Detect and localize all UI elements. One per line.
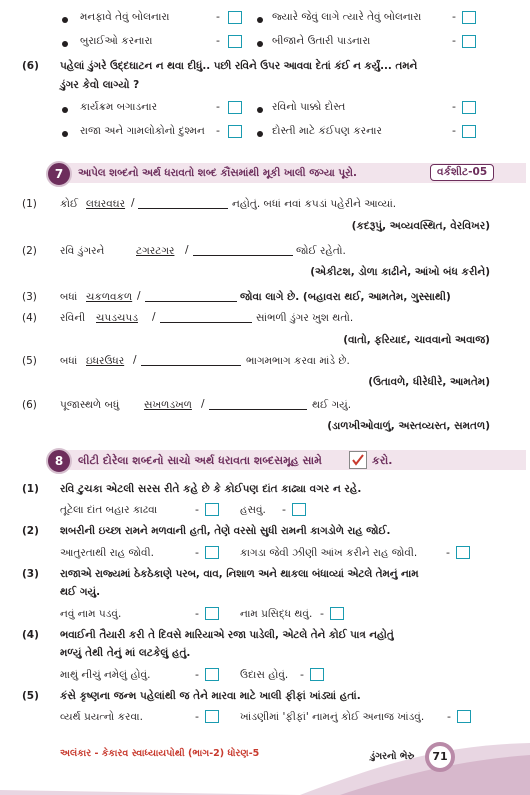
item-post: નહોતું. બધાં નવાં કપડાં પહેરીને આવ્યાં. bbox=[232, 198, 397, 210]
item-options: (એકીટશ, ડોળા કાઢીને, આંખો બંધ કરીને) bbox=[310, 266, 490, 278]
bullet bbox=[257, 131, 263, 137]
item-number: (4) bbox=[22, 312, 37, 324]
fill-blank[interactable] bbox=[209, 409, 307, 410]
dash: - bbox=[216, 34, 220, 47]
worksheet-tag: વર્કશીટ-05 bbox=[430, 164, 494, 181]
item-number: (6) bbox=[22, 399, 37, 411]
dash: - bbox=[300, 668, 304, 681]
item-post: સાંભળી ડુંગર ખુશ થતો. bbox=[256, 312, 354, 324]
slash: / bbox=[152, 311, 156, 323]
item-post: થઈ ગયું. bbox=[312, 399, 352, 411]
bullet bbox=[257, 41, 263, 47]
option-1: માથું નીચું નમેલું હોવું. bbox=[60, 669, 151, 681]
footer-book-title: અલંકાર - કેકારવ સ્વાધ્યાયપોથી (ભાગ-2) ધોરણ-5 bbox=[60, 748, 260, 759]
item-number: (1) bbox=[22, 483, 39, 495]
question-text: ડુંગર કેવો લાગ્યો ? bbox=[60, 79, 140, 91]
option-text: બુરાઈઓ કરનારા bbox=[80, 35, 153, 47]
item-options: (ઉતાવળે, ધીરેધીરે, આમતેમ) bbox=[368, 376, 490, 388]
item-pre: બધાં bbox=[60, 291, 78, 303]
option-2: ઉદાસ હોવું. bbox=[240, 669, 289, 681]
footer-chapter: ડુંગરનો ભેરુ bbox=[370, 751, 415, 762]
answer-box[interactable] bbox=[228, 125, 242, 138]
dash: - bbox=[195, 710, 199, 723]
fill-blank[interactable] bbox=[145, 301, 237, 302]
checkbox-icon bbox=[349, 451, 367, 469]
option-1: વ્યર્થ પ્રયત્નો કરવા. bbox=[60, 711, 143, 723]
item-options: (વાતો, ફરિયાદ, ચાવવાનો અવાજ) bbox=[343, 334, 490, 346]
answer-box[interactable] bbox=[462, 101, 476, 114]
bullet bbox=[62, 107, 68, 113]
item-text: મળ્યું તેથી તેનું માં લટકેલું હતું. bbox=[60, 647, 191, 659]
item-text: રાજાએ રાજ્યમાં ઠેકઠેકાણે પરબ, વાવ, નિશાળ અને થાકલા બંધાવ્યાં એટલે તેમનું નામ bbox=[60, 568, 419, 580]
slash: / bbox=[133, 354, 137, 366]
dash: - bbox=[452, 34, 456, 47]
item-word: લઘરવઘર bbox=[86, 198, 126, 210]
item-text: રવિ ટુચકા એટલી સરસ રીતે કહે છે કે કોઈપણ દાંત કાઢ્યા વગર ન રહે. bbox=[60, 483, 362, 495]
dash: - bbox=[216, 100, 220, 113]
option-2: હસવું. bbox=[240, 504, 266, 516]
section-title: આપેલ શબ્દનો અર્થ ધરાવતો શબ્દ કૌંસમાંથી મૂકી ખાલી જગ્યા પૂરો. bbox=[78, 167, 357, 179]
dash: - bbox=[452, 10, 456, 23]
section-number: 7 bbox=[46, 161, 72, 187]
dash: - bbox=[447, 710, 451, 723]
dash: - bbox=[195, 546, 199, 559]
answer-box[interactable] bbox=[310, 668, 324, 681]
item-post: ભાગમભાગ કરવા માંડે છે. bbox=[246, 355, 350, 367]
option-2: નામ પ્રસિદ્ધ થવું. bbox=[240, 608, 313, 620]
section-title-end: કરો. bbox=[372, 454, 393, 467]
dash: - bbox=[282, 503, 286, 516]
answer-box[interactable] bbox=[228, 11, 242, 24]
slash: / bbox=[137, 290, 141, 302]
dash: - bbox=[216, 124, 220, 137]
item-word: ચકળવકળ bbox=[86, 291, 133, 303]
answer-box[interactable] bbox=[228, 35, 242, 48]
item-pre: રવિની bbox=[60, 312, 86, 324]
option-1: નવું નામ પડવું. bbox=[60, 608, 122, 620]
dash: - bbox=[216, 10, 220, 23]
option-text: રવિનો પાક્કો દોસ્ત bbox=[272, 101, 346, 113]
item-options: (કદરૂપું, અવ્યવસ્થિત, વેરવિખર) bbox=[351, 220, 490, 232]
slash: / bbox=[201, 398, 205, 410]
item-pre: પૂજાસ્થળે બધું bbox=[60, 399, 120, 411]
answer-box[interactable] bbox=[205, 503, 219, 516]
fill-blank[interactable] bbox=[141, 365, 241, 366]
item-pre: કોઈ bbox=[60, 198, 79, 210]
answer-box[interactable] bbox=[205, 546, 219, 559]
item-word: ટગરટગર bbox=[136, 245, 175, 257]
bullet bbox=[257, 107, 263, 113]
item-number: (1) bbox=[22, 198, 37, 210]
bullet bbox=[62, 41, 68, 47]
item-text: કંસે કૃષ્ણના જન્મ પહેલાંથી જ તેને મારવા માટે ખાલી ફીફાં ખાંડ્યાં હતાં. bbox=[60, 690, 361, 702]
option-text: મનફાવે તેવું બોલનારા bbox=[80, 11, 170, 23]
dash: - bbox=[452, 100, 456, 113]
item-options: (ડાળખીઓવાળું, અસ્તવ્યસ્ત, સમતળ) bbox=[327, 420, 490, 432]
answer-box[interactable] bbox=[330, 607, 344, 620]
dash: - bbox=[195, 503, 199, 516]
item-text: ભવાઈની તૈયારી કરી તે દિવસે મારિયાએ રજા પાડેલી, એટલે તેને કોઈ પાત્ર નહોતું bbox=[60, 629, 394, 641]
item-post: જોવા લાગે છે. (બહાવરા થઈ, આમતેમ, ગુસ્સાથી) bbox=[240, 291, 451, 303]
section-number: 8 bbox=[46, 448, 72, 474]
item-number: (4) bbox=[22, 629, 39, 641]
item-word: ચપડચપડ bbox=[96, 312, 138, 324]
item-post: જોઈ રહેતો. bbox=[296, 245, 346, 257]
answer-box[interactable] bbox=[205, 607, 219, 620]
item-pre: રવિ ડુંગરને bbox=[60, 245, 105, 257]
question-text: પહેલાં ડુંગરે ઉદ્દઘાટન ન થવા દીધું.. પછી રવિને ઉપર આવવા દેતાં કંઈ ન કર્યું... તમને bbox=[60, 60, 418, 72]
option-text: રાજા અને ગામલોકોનો દુશ્મન bbox=[80, 125, 205, 137]
page-number: 71 bbox=[425, 742, 455, 772]
option-1: તૂટેલા દાંત બહાર કાઢવા bbox=[60, 504, 158, 516]
item-text: થઈ ગયું. bbox=[60, 586, 101, 598]
option-2: ખાંડણીમાં 'ફીફાં' નામનું કોઈ અનાજ ખાંડવું. bbox=[240, 711, 425, 723]
option-text: બીજાને ઉતારી પાડનારા bbox=[272, 35, 371, 47]
fill-blank[interactable] bbox=[138, 208, 228, 209]
answer-box[interactable] bbox=[457, 710, 471, 723]
slash: / bbox=[131, 197, 135, 209]
dash: - bbox=[452, 124, 456, 137]
item-word: ઇધરઉધર bbox=[86, 355, 125, 367]
bullet bbox=[62, 17, 68, 23]
fill-blank[interactable] bbox=[160, 322, 252, 323]
item-pre: બધાં bbox=[60, 355, 78, 367]
answer-box[interactable] bbox=[292, 503, 306, 516]
answer-box[interactable] bbox=[462, 11, 476, 24]
fill-blank[interactable] bbox=[193, 255, 293, 256]
item-text: શબરીની ઇચ્છા રામને મળવાની હતી, તેણે વરસો સુધી રામની કાગડોળે રાહ જોઈ. bbox=[60, 525, 391, 537]
answer-box[interactable] bbox=[456, 546, 470, 559]
item-number: (3) bbox=[22, 291, 37, 303]
option-text: જ્યારે જેવું લાગે ત્યારે તેવું બોલનારા bbox=[272, 11, 422, 23]
section-title: લીટી દોરેલા શબ્દનો સાચો અર્થ ધરાવતા શબ્દસમૂહ સામે bbox=[78, 454, 322, 467]
item-number: (3) bbox=[22, 568, 39, 580]
answer-box[interactable] bbox=[462, 125, 476, 138]
option-text: કાર્યક્રમ બગાડનાર bbox=[80, 101, 158, 113]
answer-box[interactable] bbox=[228, 101, 242, 114]
dash: - bbox=[195, 668, 199, 681]
answer-box[interactable] bbox=[462, 35, 476, 48]
option-1: આતુરતાથી રાહ જોવી. bbox=[60, 547, 154, 559]
answer-box[interactable] bbox=[205, 710, 219, 723]
dash: - bbox=[195, 607, 199, 620]
option-2: કાગડા જેવી ઝીણી આંખ કરીને રાહ જોવી. bbox=[240, 547, 418, 559]
item-number: (2) bbox=[22, 525, 39, 537]
option-text: દોસ્તી માટે કંઈપણ કરનાર bbox=[272, 125, 382, 137]
slash: / bbox=[185, 244, 189, 256]
dash: - bbox=[446, 546, 450, 559]
item-number: (5) bbox=[22, 355, 37, 367]
answer-box[interactable] bbox=[205, 668, 219, 681]
bullet bbox=[257, 17, 263, 23]
item-number: (2) bbox=[22, 245, 37, 257]
dash: - bbox=[320, 607, 324, 620]
item-word: સખળડખળ bbox=[144, 399, 192, 411]
question-number: (6) bbox=[22, 60, 39, 72]
bullet bbox=[62, 131, 68, 137]
item-number: (5) bbox=[22, 690, 39, 702]
